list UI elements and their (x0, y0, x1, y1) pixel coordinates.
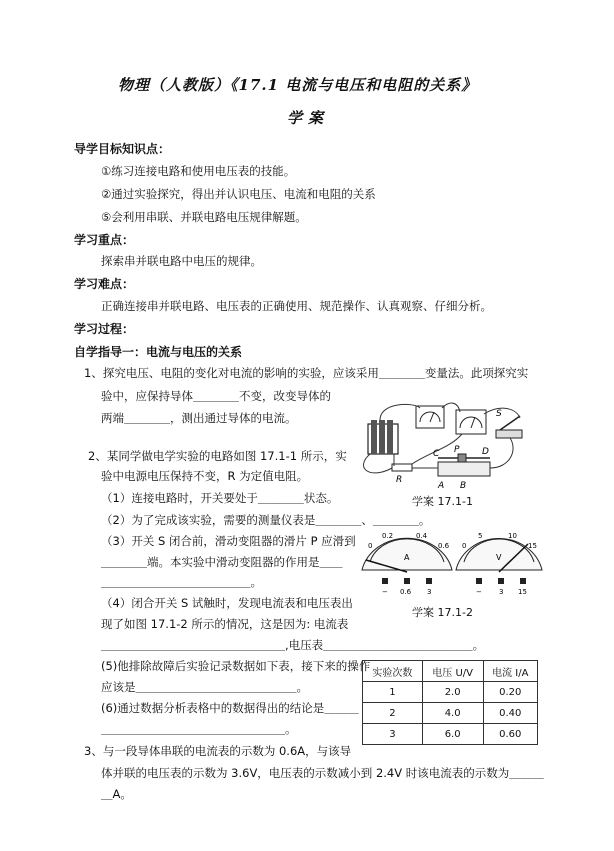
q2-line: ＿＿＿＿＿＿＿＿＿＿＿＿＿＿＿＿,电压表＿＿＿＿＿＿＿＿＿＿＿＿＿。 (101, 638, 485, 652)
q2-line: (6)通过数据分析表格中的数据得出的结论是＿＿＿ (101, 701, 359, 715)
goals-heading: 导学目标知识点： (74, 142, 171, 156)
table-header: 电流 I/A (483, 661, 537, 682)
label-s: S (496, 409, 502, 419)
table-cell: 0.20 (483, 682, 537, 703)
voltmeter-tick: 10 (508, 532, 517, 540)
q2-line: （3）开关 S 闭合前，滑动变阻器的滑片 P 应滑到 (101, 534, 356, 548)
ammeter-tick: 0.2 (382, 532, 394, 540)
voltmeter-tick: 0 (462, 542, 467, 550)
label-c: C (433, 449, 440, 459)
q1-line: 两端＿＿＿＿，测出通过导体的电流。 (101, 411, 297, 425)
voltmeter-terminal: − (476, 588, 482, 596)
process-heading: 学习过程： (74, 322, 135, 336)
voltmeter-terminal: 3 (499, 588, 504, 596)
focus-heading: 学习重点： (74, 233, 135, 247)
voltmeter-tick: 5 (478, 532, 483, 540)
table-cell: 4.0 (422, 703, 483, 724)
page-title: 物理（人教版）《17.1 电流与电压和电阻的关系》 (118, 76, 478, 94)
ammeter-tick: 0.4 (416, 532, 428, 540)
goal-item: ②通过实验探究，得出并认识电压、电流和电阻的关系 (101, 187, 376, 201)
ammeter-tick: 0 (368, 542, 373, 550)
voltmeter-terminal: 15 (518, 588, 527, 596)
q2-line: (5)他排除故障后实验记录数据如下表，接下来的操作 (101, 659, 371, 673)
q3-line: 3、与一段导体串联的电流表的示数为 0.6A，与该导 (84, 744, 352, 758)
ammeter-dial (362, 532, 452, 596)
table-cell: 2 (363, 703, 423, 724)
label-r: R (396, 475, 403, 485)
switch-icon (496, 416, 522, 438)
q2-line: ＿＿＿＿端。本实验中滑动变阻器的作用是＿＿ (101, 555, 343, 569)
q2-line: ＿＿＿＿＿＿＿＿＿＿＿＿＿＿＿＿。 (101, 722, 297, 736)
q2-line: 验中电源电压保持不变，R 为定值电阻。 (101, 469, 309, 483)
goal-item: ⑤会利用串联、并联电路电压规律解题。 (101, 210, 307, 224)
rheostat-icon (438, 454, 490, 476)
figure2-caption: 学案 17.1-2 (412, 606, 473, 619)
voltmeter-dial (456, 532, 542, 596)
q2-line: ＿＿＿＿＿＿＿＿＿＿＿＿＿。 (101, 575, 262, 589)
label-a: A (438, 481, 445, 491)
q2-line: （2）为了完成该实验，需要的测量仪表是＿＿＿＿、＿＿＿＿。 (101, 513, 431, 527)
label-d: D (482, 447, 489, 457)
figure1-caption: 学案 17.1-1 (412, 495, 473, 508)
ammeter-unit: A (404, 553, 410, 562)
ammeter-terminal: 0.6 (400, 588, 412, 596)
table-cell: 0.60 (483, 724, 537, 745)
q2-line: 现了如图 17.1-2 所示的情况，这是因为: 电流表 (101, 617, 349, 631)
table-cell: 1 (363, 682, 423, 703)
q2-line: （1）连接电路时，开关要处于＿＿＿＿状态。 (101, 491, 339, 505)
goal-item: ①练习连接电路和使用电压表的技能。 (101, 164, 296, 178)
q2-line: 2、某同学做电学实验的电路如图 17.1-1 所示，实 (88, 449, 347, 463)
q3-line: 体并联的电压表的示数为 3.6V，电压表的示数减小到 2.4V 时该电流表的示数为＿＿＿ (101, 766, 544, 780)
q1-line: 验中，应保持导体＿＿＿＿不变，改变导体的 (101, 389, 331, 403)
table-row (363, 703, 538, 724)
circuit-figure (350, 398, 550, 508)
table-cell: 0.40 (483, 703, 537, 724)
q3-line: ＿A。 (101, 787, 132, 801)
table-header: 电压 U/V (422, 661, 483, 682)
q2-line: 应该是＿＿＿＿＿＿＿＿＿＿＿＿＿＿。 (101, 680, 308, 694)
difficulty-heading: 学习难点： (74, 277, 135, 291)
table-cell: 6.0 (422, 724, 483, 745)
q2-line: （4）闭合开关 S 试触时，发现电流表和电压表出 (101, 596, 353, 610)
page-subtitle: 学案 (287, 109, 330, 127)
ammeter-icon (416, 406, 444, 428)
voltmeter-icon (456, 410, 486, 434)
label-b: B (460, 481, 467, 491)
meters-figure (352, 520, 546, 600)
difficulty-text: 正确连接串并联电路、电压表的正确使用、规范操作、认真观察、仔细分析。 (101, 299, 492, 313)
battery-icon (368, 420, 398, 454)
data-table (362, 660, 538, 745)
guide-heading: 自学指导一：电流与电压的关系 (74, 345, 243, 359)
ammeter-tick: 0.6 (438, 542, 450, 550)
focus-text: 探索串并联电路中电压的规律。 (101, 254, 262, 268)
table-header-row (363, 661, 538, 682)
table-header: 实验次数 (363, 661, 423, 682)
table-cell: 2.0 (422, 682, 483, 703)
q1-line: 1、探究电压、电阻的变化对电流的影响的实验，应该采用＿＿＿＿变量法。此项探究实 (84, 366, 529, 380)
table-row (363, 682, 538, 703)
voltmeter-tick: 15 (528, 542, 537, 550)
resistor-icon (392, 464, 412, 471)
ammeter-terminal: 3 (427, 588, 432, 596)
table-row (363, 724, 538, 745)
ammeter-terminal: − (382, 588, 388, 596)
voltmeter-unit: V (496, 553, 502, 562)
table-cell: 3 (363, 724, 423, 745)
label-p: P (454, 445, 460, 455)
